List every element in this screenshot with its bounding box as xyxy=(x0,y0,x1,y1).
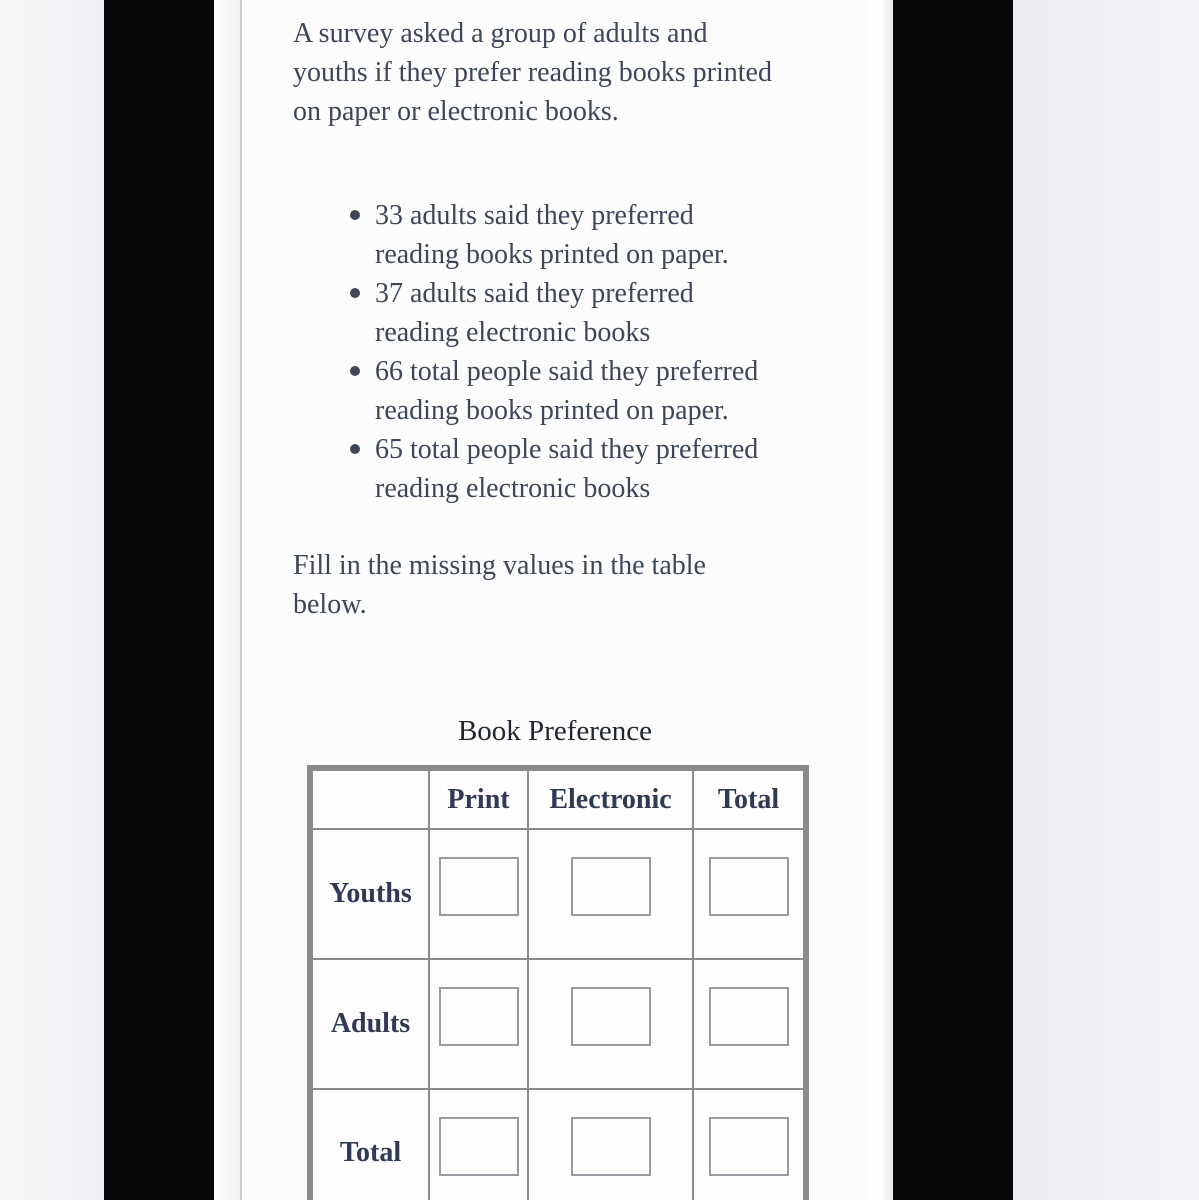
instruction-text: Fill in the missing values in the table below. xyxy=(293,550,706,620)
corner-cell xyxy=(310,768,429,829)
background-right xyxy=(1013,0,1199,1200)
column-header-total: Total xyxy=(693,768,806,829)
page-edge-left xyxy=(214,0,242,1200)
answer-box-adults-total[interactable] xyxy=(709,987,789,1046)
answer-box-youths-total[interactable] xyxy=(709,857,789,916)
column-header-electronic: Electronic xyxy=(528,768,693,829)
table-row-adults xyxy=(310,959,806,1089)
row-header-youths: Youths xyxy=(310,829,429,959)
letterbox-bar-left xyxy=(104,0,214,1200)
fact-item-total-print: 66 total people said they preferred reading books printed on paper. xyxy=(349,352,773,430)
survey-facts-list xyxy=(349,196,773,508)
table-row-youths xyxy=(310,829,806,959)
answer-box-adults-print[interactable] xyxy=(439,987,519,1046)
letterbox-bar-right xyxy=(893,0,1013,1200)
background-left xyxy=(0,0,104,1200)
book-preference-table xyxy=(307,765,809,1200)
answer-box-youths-electronic[interactable] xyxy=(571,857,651,916)
answer-box-adults-electronic[interactable] xyxy=(571,987,651,1046)
table-row-total xyxy=(310,1089,806,1200)
row-header-adults: Adults xyxy=(310,959,429,1089)
answer-box-total-total[interactable] xyxy=(709,1117,789,1176)
fact-item-total-electronic: 65 total people said they preferred reading electronic books xyxy=(349,430,773,508)
row-header-total: Total xyxy=(310,1089,429,1200)
worksheet-page xyxy=(214,0,893,1200)
page-edge-right xyxy=(867,0,893,1200)
answer-box-total-electronic[interactable] xyxy=(571,1117,651,1176)
fact-item-adults-print: 33 adults said they preferred reading books printed on paper. xyxy=(349,196,773,274)
intro-text: A survey asked a group of adults and youths if they prefer reading books printed on paper or electronic books. xyxy=(293,18,772,127)
column-header-print: Print xyxy=(429,768,528,829)
table-title: Book Preference xyxy=(457,715,653,747)
answer-box-youths-print[interactable] xyxy=(439,857,519,916)
table-header-row xyxy=(310,768,806,829)
fact-item-adults-electronic: 37 adults said they preferred reading electronic books xyxy=(349,274,773,352)
answer-box-total-print[interactable] xyxy=(439,1117,519,1176)
